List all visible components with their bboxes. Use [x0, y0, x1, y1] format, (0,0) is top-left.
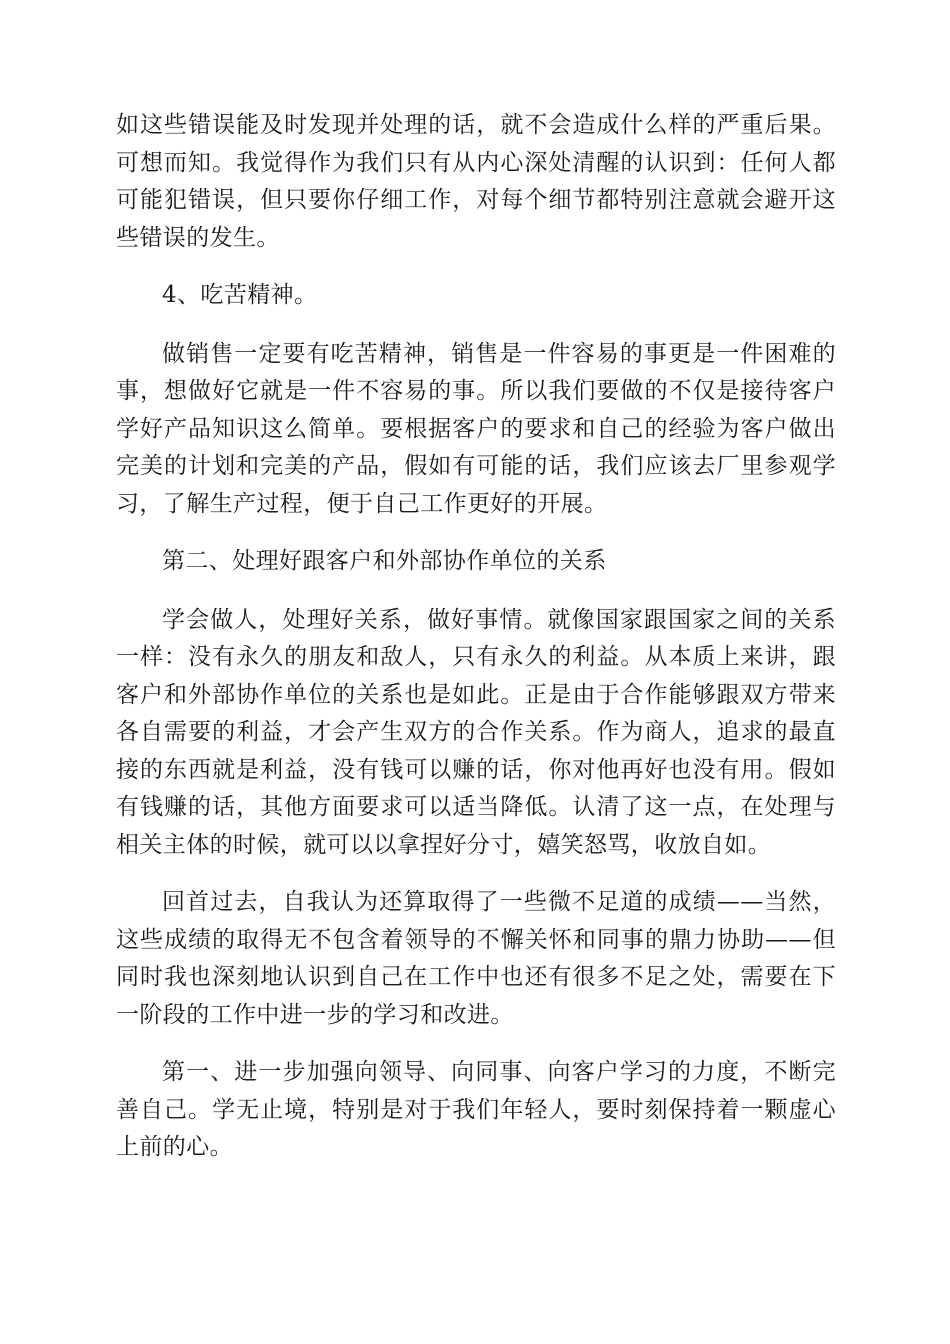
- document-body: [116, 107, 836, 1187]
- section-heading-hardship: 4、吃苦精神。: [162, 282, 318, 308]
- paragraph-hardship: 做销售一定要有吃苦精神，销售是一件容易的事更是一件困难的事，想做好它就是一件不容易的事。所以我们要做的不仅是接待客户学好产品知识这么简单。要根据客户的要求和自己的经验为客户做出完美的计划和完美的产品，假如有可能的话，我们应该去厂里参观学习，了解生产过程，便于自己工作更好的开展。: [116, 340, 836, 517]
- paragraph-error-prevention: 如这些错误能及时发现并处理的话，就不会造成什么样的严重后果。可想而知。我觉得作为我们只有从内心深处清醒的认识到：任何人都可能犯错误，但只要你仔细工作，对每个细节都特别注意就会避开这些错误的发生。: [116, 112, 836, 251]
- section-heading-relationships: 第二、处理好跟客户和外部协作单位的关系: [162, 548, 607, 574]
- paragraph-relationships: 学会做人，处理好关系，做好事情。就像国家跟国家之间的关系一样：没有永久的朋友和敌人，只有永久的利益。从本质上来讲，跟客户和外部协作单位的关系也是如此。正是由于合作能够跟双方带来各自需要的利益，才会产生双方的合作关系。作为商人，追求的最直接的东西就是利益，没有钱可以赚的话，你对他再好也没有用。假如有钱赚的话，其他方面要求可以适当降低。认清了这一点，在处理与相关主体的时候，就可以以拿捏好分寸，嬉笑怒骂，收放自如。: [116, 606, 836, 858]
- paragraph-improvement: 第一、进一步加强向领导、向同事、向客户学习的力度，不断完善自己。学无止境，特别是对于我们年轻人，要时刻保持着一颗虚心上前的心。: [116, 1059, 836, 1160]
- paragraph-review: 回首过去，自我认为还算取得了一些微不足道的成绩——当然，这些成绩的取得无不包含着领导的不懈关怀和同事的鼎力协助——但同时我也深刻地认识到自己在工作中也还有很多不足之处，需要在下一阶段的工作中进一步的学习和改进。: [116, 889, 836, 1028]
